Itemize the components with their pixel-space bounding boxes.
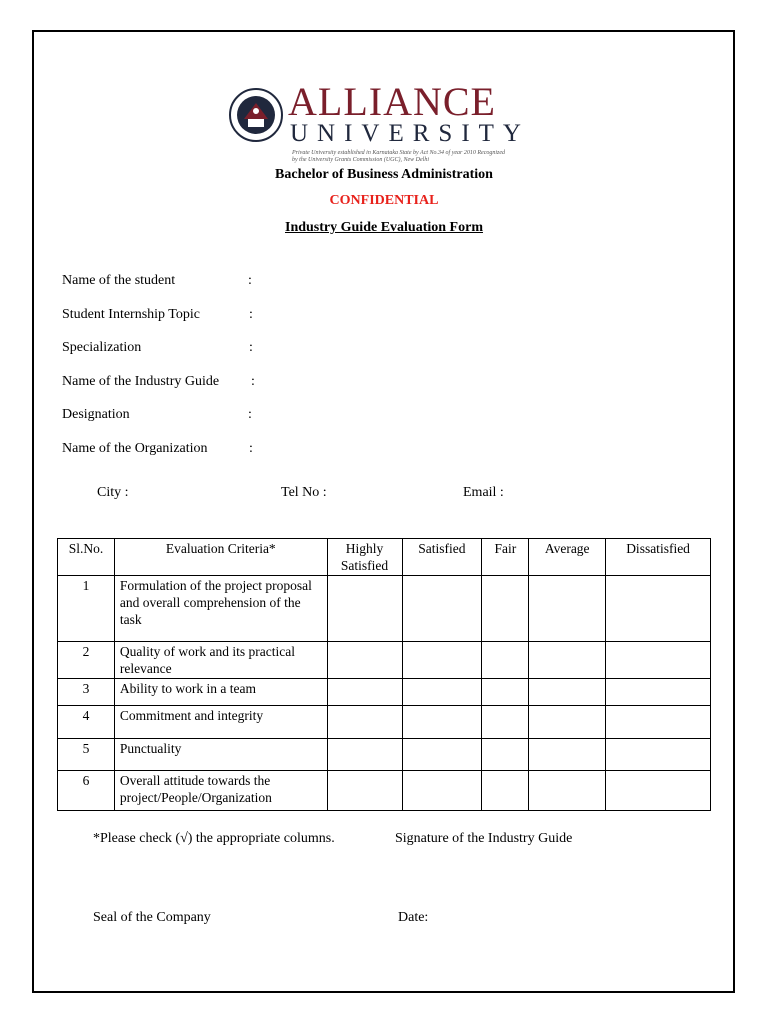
column-header-slno: Sl.No.	[58, 539, 115, 576]
row-criteria: Ability to work in a team	[114, 679, 327, 706]
email-label: Email :	[463, 485, 504, 500]
university-logo	[228, 79, 530, 164]
rating-cell-fair[interactable]	[482, 771, 529, 811]
field-colon: :	[248, 273, 252, 288]
field-label-organization: Name of the Organization	[62, 441, 208, 456]
rating-cell-dissatisfied[interactable]	[606, 739, 711, 771]
rating-cell-satisfied[interactable]	[402, 642, 482, 679]
field-label-designation: Designation	[62, 407, 130, 422]
rating-cell-highly-satisfied[interactable]	[327, 642, 402, 679]
rating-cell-highly-satisfied[interactable]	[327, 679, 402, 706]
rating-cell-dissatisfied[interactable]	[606, 771, 711, 811]
row-number: 1	[58, 576, 115, 642]
rating-cell-dissatisfied[interactable]	[606, 706, 711, 739]
rating-cell-average[interactable]	[529, 679, 606, 706]
column-header-average: Average	[529, 539, 606, 576]
form-title: Industry Guide Evaluation Form	[285, 220, 483, 235]
city-label: City :	[97, 485, 129, 500]
rating-cell-dissatisfied[interactable]	[606, 679, 711, 706]
field-label-student-name: Name of the student	[62, 273, 176, 288]
column-header-criteria: Evaluation Criteria*	[114, 539, 327, 576]
rating-cell-fair[interactable]	[482, 576, 529, 642]
confidential-label: CONFIDENTIAL	[329, 193, 439, 208]
rating-cell-dissatisfied[interactable]	[606, 576, 711, 642]
rating-cell-satisfied[interactable]	[402, 706, 482, 739]
logo-wordmark-alliance: ALLIANCE	[288, 79, 496, 124]
column-header-satisfied: Satisfied	[402, 539, 482, 576]
table-row	[58, 706, 711, 739]
rating-cell-satisfied[interactable]	[402, 771, 482, 811]
rating-cell-fair[interactable]	[482, 706, 529, 739]
row-number: 5	[58, 739, 115, 771]
guide-signature-label: Signature of the Industry Guide	[395, 831, 573, 846]
rating-cell-highly-satisfied[interactable]	[327, 739, 402, 771]
evaluation-table	[57, 538, 711, 811]
field-colon: :	[248, 407, 252, 422]
row-criteria: Overall attitude towards the project/People/Organization	[114, 771, 327, 811]
rating-cell-highly-satisfied[interactable]	[327, 706, 402, 739]
row-criteria: Commitment and integrity	[114, 706, 327, 739]
row-criteria: Formulation of the project proposal and overall comprehension of the task	[114, 576, 327, 642]
rating-cell-dissatisfied[interactable]	[606, 642, 711, 679]
column-header-dissatisfied: Dissatisfied	[606, 539, 711, 576]
field-label-internship-topic: Student Internship Topic	[62, 307, 200, 322]
row-number: 3	[58, 679, 115, 706]
rating-cell-fair[interactable]	[482, 739, 529, 771]
field-label-industry-guide: Name of the Industry Guide	[62, 374, 220, 389]
row-number: 4	[58, 706, 115, 739]
field-colon: :	[249, 340, 253, 355]
rating-cell-fair[interactable]	[482, 679, 529, 706]
date-label: Date:	[398, 910, 429, 925]
row-number: 2	[58, 642, 115, 679]
column-header-fair: Fair	[482, 539, 529, 576]
table-row	[58, 642, 711, 679]
field-label-specialization: Specialization	[62, 340, 142, 355]
table-header-row	[58, 539, 711, 576]
check-instruction-note: *Please check (√) the appropriate columns.	[93, 831, 335, 846]
logo-wordmark-university: UNIVERSITY	[290, 120, 530, 147]
rating-cell-highly-satisfied[interactable]	[327, 771, 402, 811]
rating-cell-average[interactable]	[529, 642, 606, 679]
rating-cell-satisfied[interactable]	[402, 576, 482, 642]
table-row	[58, 679, 711, 706]
field-colon: :	[249, 441, 253, 456]
row-criteria: Punctuality	[114, 739, 327, 771]
rating-cell-average[interactable]	[529, 739, 606, 771]
table-row	[58, 771, 711, 811]
rating-cell-satisfied[interactable]	[402, 739, 482, 771]
row-number: 6	[58, 771, 115, 811]
rating-cell-average[interactable]	[529, 771, 606, 811]
tel-label: Tel No :	[281, 485, 327, 500]
rating-cell-satisfied[interactable]	[402, 679, 482, 706]
rating-cell-highly-satisfied[interactable]	[327, 576, 402, 642]
university-seal-icon	[228, 87, 284, 143]
program-title: Bachelor of Business Administration	[275, 167, 493, 182]
field-colon: :	[249, 307, 253, 322]
column-header-highly-satisfied: Highly Satisfied	[327, 539, 402, 576]
row-criteria: Quality of work and its practical relevance	[114, 642, 327, 679]
logo-fine-print: Private University established in Karnataka State by Act No.34 of year 2010 Recognized by the University Grants Commission (UGC), New Delhi	[292, 150, 506, 163]
table-row	[58, 739, 711, 771]
rating-cell-average[interactable]	[529, 576, 606, 642]
company-seal-label: Seal of the Company	[93, 910, 211, 925]
table-row	[58, 576, 711, 642]
rating-cell-fair[interactable]	[482, 642, 529, 679]
rating-cell-average[interactable]	[529, 706, 606, 739]
field-colon: :	[251, 374, 255, 389]
